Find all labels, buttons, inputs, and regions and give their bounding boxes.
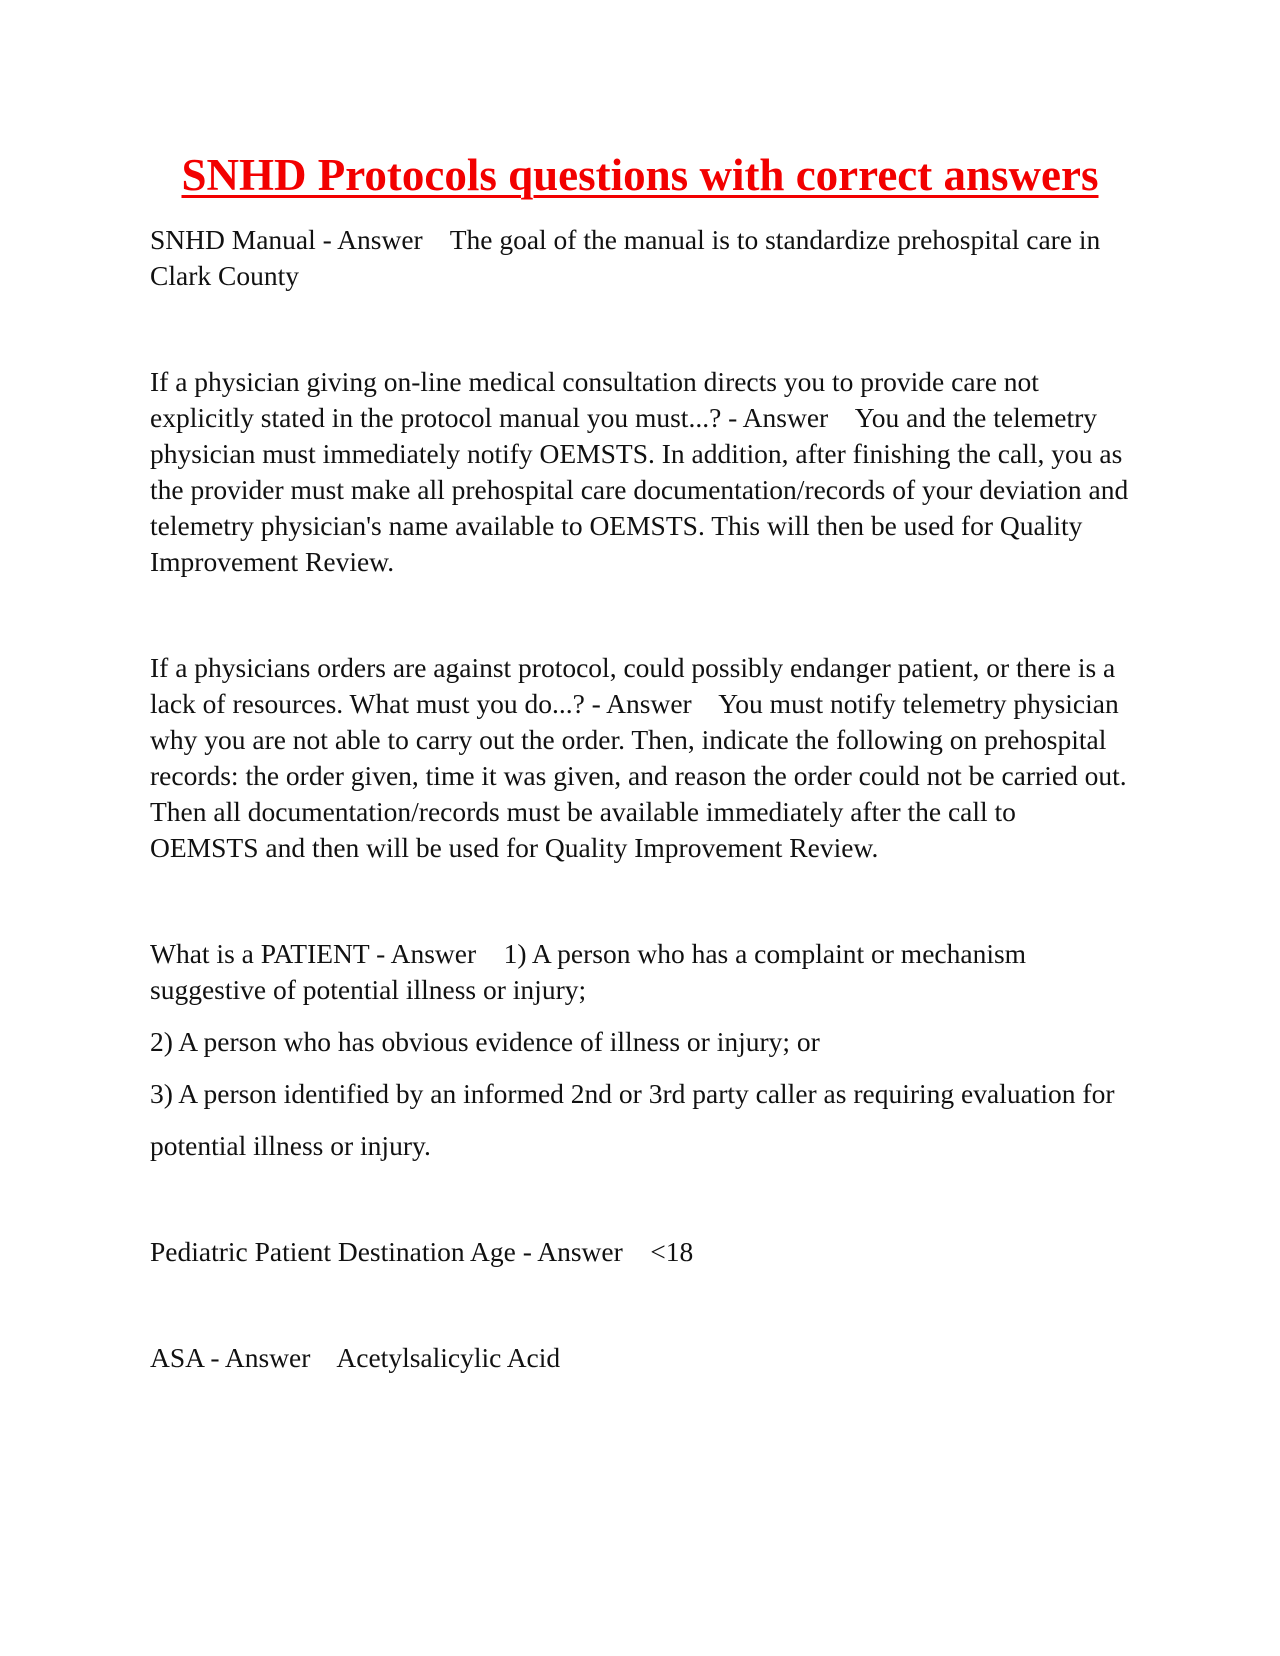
question-text: If a physicians orders are against protocol, could possibly endanger patient, or there is a lack of resources. What must you do...? - Answer (150, 652, 1116, 719)
answer-continuation: 2) A person who has obvious evidence of illness or injury; or (150, 1026, 820, 1057)
answer-continuation: 3) A person identified by an informed 2nd or 3rd party caller as requiring evaluation for (150, 1078, 1115, 1109)
answer-text: The goal of the manual is to standardize prehospital care in Clark County (150, 224, 1101, 291)
answer-text: Acetylsalicylic Acid (336, 1342, 561, 1373)
qa-item (150, 1234, 1130, 1270)
question-text: Pediatric Patient Destination Age - Answer (150, 1236, 623, 1267)
qa-item (150, 222, 1130, 294)
document-title: SNHD Protocols questions with correct answers (181, 150, 1099, 200)
answer-text: 1) A person who has a complaint or mechanism suggestive of potential illness or injury; (150, 938, 1027, 1005)
answer-continuation: potential illness or injury. (150, 1130, 431, 1161)
document-body (150, 222, 1130, 1376)
qa-item (150, 936, 1130, 1008)
question-text: If a physician giving on-line medical consultation directs you to provide care not explicitly stated in the protocol manual you must...? - Answer (150, 366, 1039, 433)
question-text: SNHD Manual - Answer (150, 224, 423, 255)
answer-text: <18 (650, 1236, 694, 1267)
qa-item (150, 1340, 1130, 1376)
qa-item (150, 364, 1130, 580)
qa-item (150, 650, 1130, 866)
question-text: What is a PATIENT - Answer (150, 938, 477, 969)
answer-text: You must notify telemetry physician why you are not able to carry out the order. Then, indicate the following on prehospital records: the order given, time it was given, and reason the order could not be carried out. Then all documentation/records must be available immediately after the call to OEMSTS and then will be used for Quality Improvement Review. (150, 688, 1127, 863)
question-text: ASA - Answer (150, 1342, 311, 1373)
answer-text: You and the telemetry physician must immediately notify OEMSTS. In addition, after finishing the call, you as the provider must make all prehospital care documentation/records of your deviation and telemetry physician's name available to OEMSTS. This will then be used for Quality Improvement Review. (150, 402, 1129, 577)
